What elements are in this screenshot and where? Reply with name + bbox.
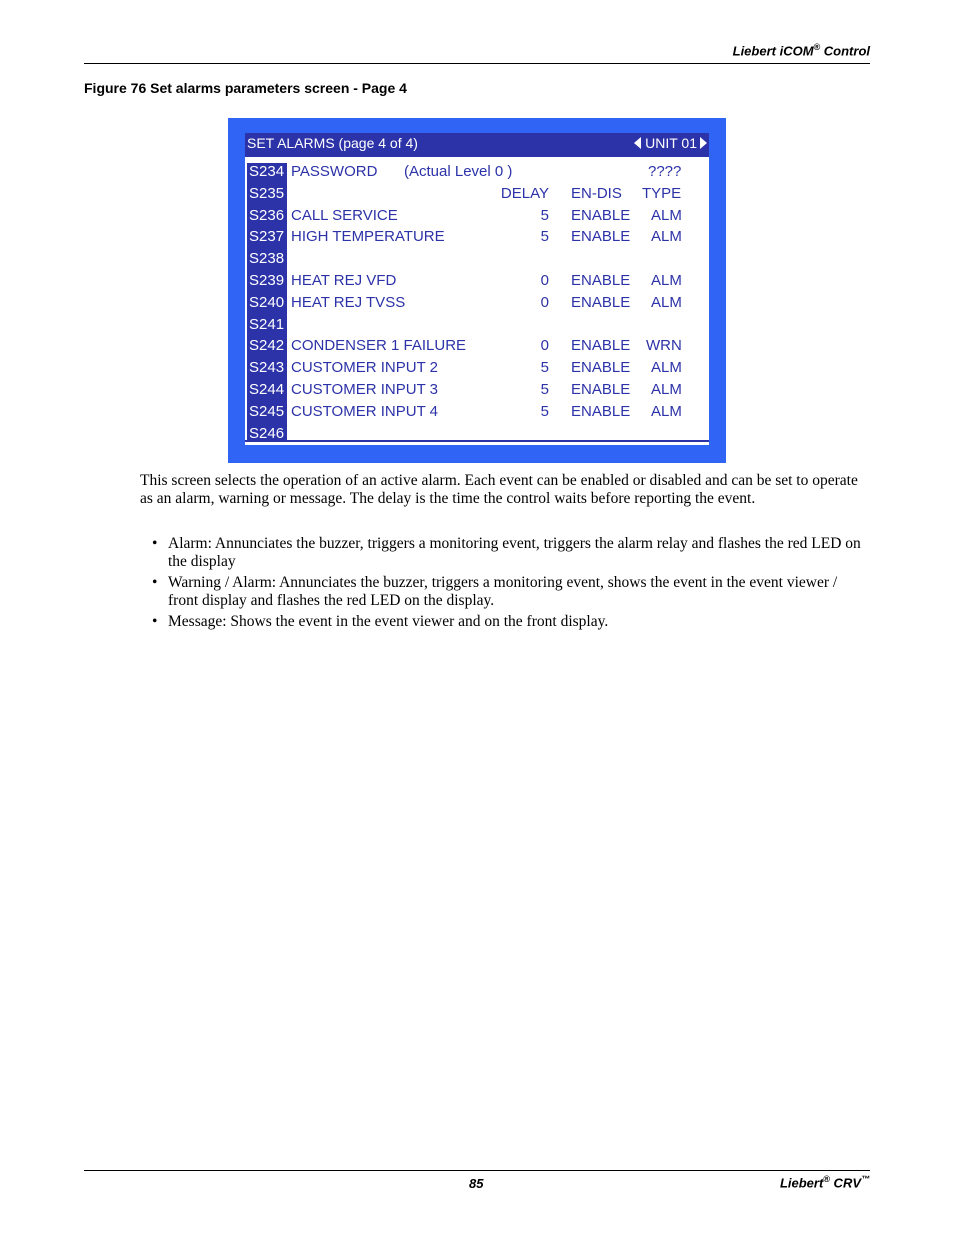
parameter-name: HIGH TEMPERATURE	[291, 228, 445, 246]
parameter-row[interactable]	[245, 162, 709, 184]
running-header	[733, 42, 870, 58]
parameter-row[interactable]	[245, 206, 709, 228]
screen-panel	[245, 133, 709, 445]
footer-brand	[780, 1174, 870, 1190]
parameter-id: S235	[249, 184, 285, 202]
enable-value[interactable]: ENABLE	[571, 293, 631, 311]
enable-value[interactable]: ENABLE	[571, 206, 631, 224]
arrow-left-icon[interactable]	[634, 137, 641, 149]
parameter-id: S243	[249, 359, 285, 377]
parameter-id: S245	[249, 402, 285, 420]
intro-paragraph: This screen selects the operation of an active alarm. Each event can be enabled or disabled and can be set to operate as an alarm, warning or message. The delay is the time the control waits before reporting the event.	[140, 472, 858, 507]
parameter-name: HEAT REJ VFD	[291, 272, 397, 289]
header-registered-mark: ®	[813, 42, 821, 52]
parameter-row[interactable]	[245, 315, 709, 337]
delay-value[interactable]: 5	[540, 228, 549, 246]
figure-caption: Figure 76 Set alarms parameters screen - Page 4	[84, 80, 407, 96]
parameter-id: S238	[249, 250, 285, 268]
bullet-icon: •	[152, 613, 158, 630]
type-value[interactable]: ALM	[651, 206, 682, 224]
delay-value[interactable]: 5	[540, 402, 549, 420]
parameter-row[interactable]	[245, 336, 709, 358]
parameter-row[interactable]	[245, 249, 709, 271]
enable-value[interactable]: ENABLE	[571, 337, 631, 355]
icom-screen	[228, 118, 726, 463]
parameter-name: PASSWORD	[291, 163, 378, 180]
parameter-name: HEAT REJ TVSS	[291, 293, 406, 311]
list-item	[152, 574, 870, 610]
header-title: Liebert iCOM	[732, 43, 814, 59]
parameter-id: S234	[249, 163, 285, 180]
type-value[interactable]: ALM	[651, 402, 682, 420]
parameter-row[interactable]	[245, 380, 709, 402]
enable-value[interactable]: ENABLE	[571, 272, 631, 289]
footer-rule	[84, 1170, 870, 1171]
brand-registered-mark: ®	[823, 1174, 830, 1184]
parameter-row[interactable]	[245, 358, 709, 380]
delay-value[interactable]: 5	[540, 206, 549, 224]
parameter-row[interactable]	[245, 227, 709, 249]
enable-header: EN-DIS	[571, 184, 622, 202]
delay-value[interactable]: 0	[540, 293, 549, 311]
enable-value[interactable]: ENABLE	[571, 359, 631, 377]
screen-title: SET ALARMS (page 4 of 4)	[247, 135, 418, 151]
enable-value[interactable]: ENABLE	[571, 402, 631, 420]
delay-value[interactable]: 5	[540, 359, 549, 377]
type-header: TYPE	[642, 184, 682, 202]
parameter-id: S236	[249, 206, 285, 224]
parameter-id: S241	[249, 315, 285, 333]
list-item-text: Message: Shows the event in the event viewer and on the front display.	[168, 613, 609, 630]
brand-trademark: ™	[861, 1174, 870, 1184]
enable-value[interactable]: ENABLE	[571, 228, 631, 246]
parameter-id: S246	[249, 424, 285, 442]
list-item-text: Alarm: Annunciates the buzzer, triggers a monitoring event, triggers the alarm relay and flashes the red LED on the display	[168, 535, 861, 570]
password-field[interactable]: ????	[648, 163, 682, 180]
list-item-text: Warning / Alarm: Annunciates the buzzer, triggers a monitoring event, shows the event in the event viewer / front display and flashes the red LED on the display.	[168, 574, 838, 609]
parameter-row[interactable]	[245, 293, 709, 315]
list-item	[152, 613, 870, 631]
parameter-name: CONDENSER 1 FAILURE	[291, 337, 467, 355]
header-title-tail: Control	[820, 43, 870, 59]
parameter-id: S239	[249, 272, 285, 289]
parameter-id: S244	[249, 381, 285, 398]
parameter-id: S237	[249, 228, 285, 246]
delay-header: DELAY	[500, 184, 549, 202]
parameter-row[interactable]	[245, 271, 709, 293]
type-value[interactable]: ALM	[651, 272, 682, 289]
screen-title-bar	[245, 133, 709, 157]
delay-value[interactable]: 5	[540, 381, 549, 398]
type-value[interactable]: ALM	[651, 359, 682, 377]
type-value[interactable]: WRN	[646, 337, 682, 355]
bullet-icon: •	[152, 574, 158, 591]
page-number: 85	[469, 1176, 484, 1191]
delay-value[interactable]: 0	[540, 272, 549, 289]
parameter-name: CUSTOMER INPUT 2	[291, 359, 438, 377]
header-rule	[84, 63, 870, 64]
type-value[interactable]: ALM	[651, 293, 682, 311]
parameter-name: CUSTOMER INPUT 4	[291, 402, 438, 420]
brand-product: CRV	[829, 1175, 861, 1191]
arrow-right-icon[interactable]	[700, 137, 707, 149]
enable-value[interactable]: ENABLE	[571, 381, 631, 398]
brand-name: Liebert	[779, 1175, 824, 1191]
unit-label: UNIT 01	[645, 135, 697, 151]
password-level-note: (Actual Level 0 )	[404, 163, 513, 180]
bullet-icon: •	[152, 535, 158, 552]
parameter-id: S240	[249, 293, 285, 311]
parameter-id: S242	[249, 337, 285, 355]
type-value[interactable]: ALM	[651, 381, 682, 398]
parameter-row[interactable]	[245, 402, 709, 424]
list-item	[152, 535, 870, 571]
parameter-row[interactable]	[245, 424, 709, 446]
type-value[interactable]: ALM	[651, 228, 682, 246]
delay-value[interactable]: 0	[540, 337, 549, 355]
parameter-name: CALL SERVICE	[291, 206, 398, 224]
parameter-name: CUSTOMER INPUT 3	[291, 381, 438, 398]
parameter-row[interactable]	[245, 184, 709, 206]
unit-selector[interactable]	[634, 135, 707, 151]
alarm-type-list	[152, 535, 870, 634]
